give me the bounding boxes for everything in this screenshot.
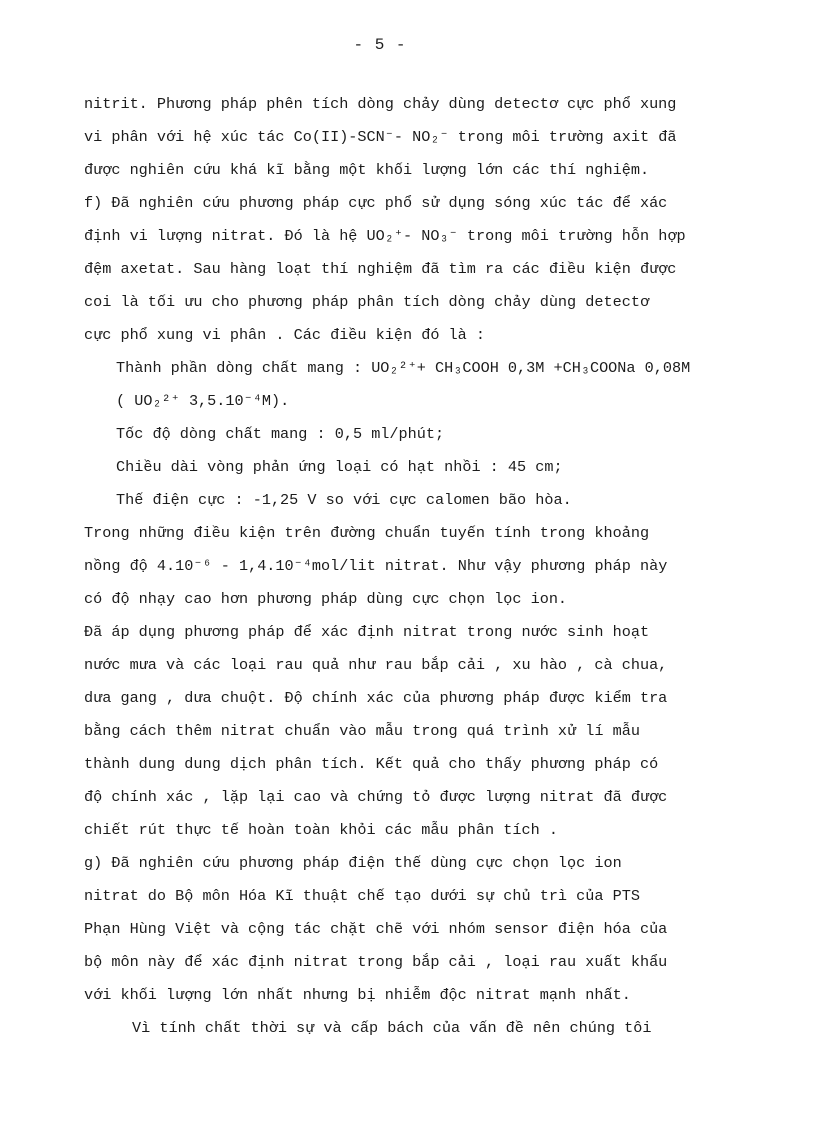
text-line: nitrit. Phương pháp phên tích dòng chảy dùng detectơ cực phổ xung [84,95,677,113]
text-line: với khối lượng lớn nhất nhưng bị nhiễm độc nitrat mạnh nhất. [84,986,631,1004]
body-text [84,88,814,1045]
condition-line: Chiều dài vòng phản ứng loại có hạt nhồi : 45 cm; [116,458,563,476]
condition-line: Thành phần dòng chất mang : UO₂²⁺+ CH₃COOH 0,3M +CH₃COONa 0,08M [116,359,691,377]
text-line: chiết rút thực tế hoàn toàn khỏi các mẫu phân tích . [84,821,558,839]
text-line: Đã áp dụng phương pháp để xác định nitrat trong nước sinh hoạt [84,623,650,641]
condition-line: Thế điện cực : -1,25 V so với cực calomen bão hòa. [116,491,572,509]
text-line: bộ môn này để xác định nitrat trong bắp cải , loại rau xuất khẩu [84,953,668,971]
text-line: nitrat do Bộ môn Hóa Kĩ thuật chế tạo dưới sự chủ trì của PTS [84,887,640,905]
text-line: cực phổ xung vi phân . Các điều kiện đó là : [84,326,486,344]
text-line: f) Đã nghiên cứu phương pháp cực phổ sử dụng sóng xúc tác để xác [84,194,668,212]
condition-line: ( UO₂²⁺ 3,5.10⁻⁴M). [116,392,290,410]
condition-line: Tốc độ dòng chất mang : 0,5 ml/phút; [116,425,445,443]
text-line: coi là tối ưu cho phương pháp phân tích dòng chảy dùng detectơ [84,293,650,311]
text-line: thành dung dung dịch phân tích. Kết quả cho thấy phương pháp có [84,755,659,773]
text-line: bằng cách thêm nitrat chuẩn vào mẫu trong quá trình xử lí mẫu [84,722,640,740]
text-line: nước mưa và các loại rau quả như rau bắp cải , xu hào , cà chua, [84,656,668,674]
text-line: vi phân với hệ xúc tác Co(II)-SCN⁻- NO₂⁻ trong môi trường axit đã [84,128,677,146]
text-line: Phạn Hùng Việt và cộng tác chặt chẽ với nhóm sensor điện hóa của [84,920,668,938]
paragraph-start-line: Vì tính chất thời sự và cấp bách của vấn đề nên chúng tôi [132,1019,652,1037]
text-line: định vi lượng nitrat. Đó là hệ UO₂⁺- NO₃⁻ trong môi trường hỗn hợp [84,227,686,245]
text-line: có độ nhạy cao hơn phương pháp dùng cực chọn lọc ion. [84,590,568,608]
text-line: nồng độ 4.10⁻⁶ - 1,4.10⁻⁴mol/lit nitrat. Như vậy phương pháp này [84,557,668,575]
page-number: - 5 - [353,36,407,54]
text-line: độ chính xác , lặp lại cao và chứng tỏ được lượng nitrat đã được [84,788,668,806]
text-line: đệm axetat. Sau hàng loạt thí nghiệm đã tìm ra các điều kiện được [84,260,677,278]
text-line: g) Đã nghiên cứu phương pháp điện thế dùng cực chọn lọc ion [84,854,622,872]
text-line: dưa gang , dưa chuột. Độ chính xác của phương pháp được kiểm tra [84,689,668,707]
text-line: Trong những điều kiện trên đường chuẩn tuyến tính trong khoảng [84,524,650,542]
text-line: được nghiên cứu khá kĩ bằng một khối lượng lớn các thí nghiệm. [84,161,650,179]
